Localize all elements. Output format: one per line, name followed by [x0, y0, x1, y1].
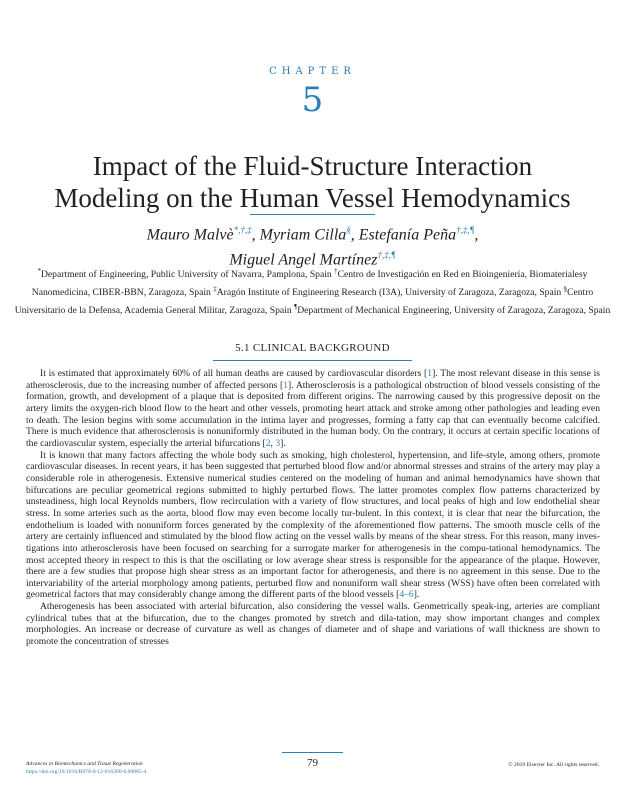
affiliation-mark: † — [334, 267, 338, 275]
paragraph-text: ]. — [280, 437, 286, 449]
body-text — [26, 368, 600, 648]
citation-link[interactable]: 2 — [265, 437, 271, 449]
page-number: 79 — [307, 757, 318, 769]
citation-link[interactable]: 1 — [427, 368, 433, 379]
title-divider — [250, 214, 375, 215]
author-name: Miguel Angel Martínez — [229, 251, 378, 269]
affiliation-text: Department of Engineering, Public University of Navarra, Pamplona, Spain — [41, 269, 335, 281]
chapter-label: CHAPTER — [269, 66, 356, 77]
author-separator: , — [251, 226, 260, 244]
section-divider — [213, 360, 412, 361]
paragraph-text: ]. The most relevant disease in this sense is atherosclerosis, due to the increasing number of affected persons [ — [26, 368, 600, 391]
paragraph — [26, 368, 600, 450]
title-line-2: Modeling on the Human Vessel Hemodynamics — [54, 183, 571, 213]
journal-name: Advances in Biomechanics and Tissue Regeneration — [26, 761, 143, 767]
author-separator: , — [474, 226, 479, 244]
affiliation-text: Centro de Investigación en Red en Bioingeniería, Biomaterialesy Nanomedicina, CIBER-BBN, Zaragoza, Spain — [31, 269, 588, 299]
affiliation-text: Centro Universitario de la Defensa, Academia General Militar, Zaragoza, Spain — [14, 287, 594, 317]
paragraph — [26, 601, 600, 648]
section-heading: 5.1 CLINICAL BACKGROUND — [235, 342, 390, 354]
affiliation-text: Department of Mechanical Engineering, University of Zaragoza, Zaragoza, Spain — [297, 305, 611, 317]
affiliations — [14, 264, 611, 319]
paragraph-text: ]. — [413, 589, 420, 601]
chapter-number: 5 — [301, 80, 324, 120]
author-name: Estefanía Peña — [358, 226, 457, 244]
paragraph — [26, 450, 600, 602]
affiliation-mark: ‡ — [213, 285, 217, 294]
author-separator: , — [350, 226, 359, 244]
paragraph-text: It is known that many factors affecting the whole body such as smoking, high cholesterol, hypertension, and life-style, among others, promote cardiovascular diseases. In recent years, it has been suggested that perturbed blood flow and/or abnormal stresses and strains of the artery may play a considerable role in atherogenesis. Extensive numerical studies centered on the modeling of human and animal hemodynamics have shown that bifurcations are peculiar geometrical regions submitted to highly perturbed flows. The latter promotes complex flow patterns characterized by unsteadiness, high local Reynolds numbers, flow recirculation with a variety of flow structures, and local peaks of high and low endothelial shear stress. In some arteries such as the aorta, blood flow may even become locally tur-bulent. In this context, it is clear that near the bifurcation, the endothelium is loaded with nonuniform forces generated by the complexity of the aforementioned flow patterns. The smooth muscle cells of the artery are certainly influenced and stimulated by the blood flow acting on the vessel walls by means of the shear stress. For this reason, many inves-tigations into atherosclerosis have been focused on searching for a surrogate marker for atherogenesis in the compu-tational hemodynamics. The most accepted theory in respect to this is that the oscillating or low average shear stress is responsible for the appearance of the plaque. However, there are a few studies that propose high shear stress as an important factor for atherogenesis, and there is no agreement in this sense. Due to the intervariability of the arterial morphology among patients, perturbed flow and nonuniform wall shear stress (WSS) have often been correlated with geometrical factors that may considerably change among the different parts of the blood vessels [ — [26, 449, 600, 601]
author-affiliation-marks: †,‡,¶ — [456, 225, 475, 235]
author-affiliation-marks: § — [346, 225, 351, 235]
author-affiliation-marks: †,‡,¶ — [377, 250, 396, 261]
affiliation-text: Aragón Institute of Engineering Research (I3A), University of Zaragoza, Zaragoza, Spain — [216, 287, 564, 299]
affiliation-mark: § — [563, 285, 568, 294]
affiliation-mark: ¶ — [294, 303, 298, 312]
chapter-title — [30, 150, 595, 214]
citation-link[interactable]: 4–6 — [399, 589, 414, 601]
author-name: Mauro Malvè — [146, 226, 234, 244]
citation-link[interactable]: 1 — [283, 379, 289, 391]
paragraph-text: Atherogenesis has been associated with arterial bifurcation, also considering the vessel walls. Geometrically speak-ing, arteries are compliant cylindrical tubes that at the bifurcation, due to the changes promoted by stretch and dila-tation, may show important changes and complex morphologies. An increase or decrease of curvature as well as changes of diameter and of shape and variations of wall thickness are shown to promote the concentration of stresses — [26, 601, 600, 648]
author-affiliation-marks: *,†,‡ — [233, 225, 252, 235]
author-name: Myriam Cilla — [259, 226, 347, 244]
paragraph-text: , — [270, 437, 276, 449]
title-line-1: Impact of the Fluid-Structure Interaction — [92, 151, 533, 181]
copyright: © 2019 Elsevier Inc. All rights reserved. — [508, 762, 599, 768]
affiliation-mark: * — [37, 267, 41, 275]
paragraph-text: It is estimated that approximately 60% of all human deaths are caused by cardiovascular disorders [ — [40, 368, 428, 379]
paragraph-text: ]. Atherosclerosis is a pathological obstruction of blood vessels consisting of the formation, growth, and development of a plaque that is deposited from different origins. The narrowing caused by this progressive deposit on the artery limits the oxygen-rich blood flow to the heart and other vessels, promoting heart attack and stroke among other pathologies and leading even to death. The lesion begins with some accumulation in the intima layer and progresses, forming a fatty cap that can eventually become calcified. There is much evidence that atherosclerosis is nonuniformly distributed in the human body. On the contrary, it occurs at certain specific locations of the cardiovascular system, especially the arterial bifurcations [ — [26, 379, 600, 449]
doi-link[interactable]: https://doi.org/10.1016/B978-0-12-816390-0.00005-4 — [26, 769, 147, 775]
citation-link[interactable]: 3 — [275, 437, 281, 449]
footer-divider — [282, 752, 343, 753]
